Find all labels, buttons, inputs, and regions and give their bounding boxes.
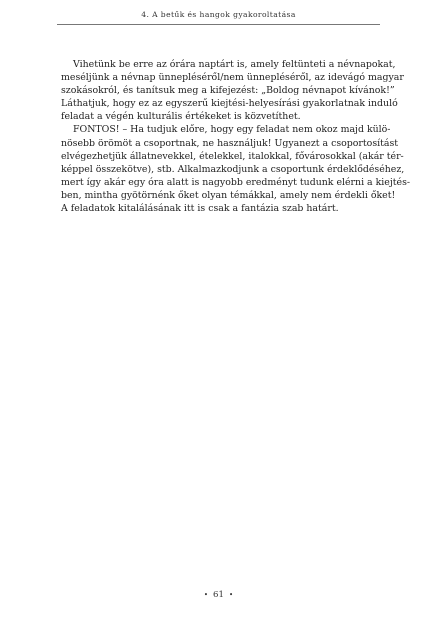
paragraph-2 — [61, 123, 411, 215]
text-line: szokásokról, és tanítsuk meg a kifejezést: „Boldog névnapot kívánok!” — [61, 85, 395, 97]
text-line: meséljünk a névnap ünnepléséről/nem ünnepléséről, az idevágó magyar — [61, 72, 404, 84]
bullet-left: • — [203, 591, 209, 599]
body-text — [61, 58, 411, 215]
bullet-right: • — [228, 591, 234, 599]
text-line: Láthatjuk, hogy ez az egyszerű kiejtési-helyesírási gyakorlatnak induló — [61, 98, 398, 110]
text-line: Vihetünk be erre az órára naptárt is, amely feltünteti a névnapokat, — [73, 59, 396, 70]
header-divider — [57, 24, 380, 25]
chapter-title: 4. A betűk és hangok gyakoroltatása — [141, 10, 296, 19]
text-line: képpel összekötve), stb. Alkalmazkodjunk a csoportunk érdeklődéséhez, — [61, 163, 405, 175]
text-line: mert így akár egy óra alatt is nagyobb eredményt tudunk elérni a kiejtés- — [61, 176, 411, 188]
text-line: A feladatok kitalálásának itt is csak a fantázia szab határt. — [61, 203, 339, 215]
text-line: elvégezhetjük állatnevekkel, ételekkel, italokkal, fővárosokkal (akár tér- — [61, 150, 404, 162]
page-footer — [0, 590, 437, 600]
text-line: ben, mintha gyötörnénk őket olyan témákkal, amely nem érdekli őket! — [61, 189, 396, 201]
page-number: 61 — [213, 590, 224, 600]
text-line: nösebb örömöt a csoportnak, ne használjuk! Ugyanezt a csoportosítást — [61, 137, 399, 149]
running-header — [0, 10, 437, 19]
paragraph-1 — [61, 58, 404, 123]
text-line: FONTOS! – Ha tudjuk előre, hogy egy feladat nem okoz majd külö- — [73, 124, 391, 136]
text-line: feladat a végén kulturális értékeket is közvetíthet. — [61, 111, 301, 123]
